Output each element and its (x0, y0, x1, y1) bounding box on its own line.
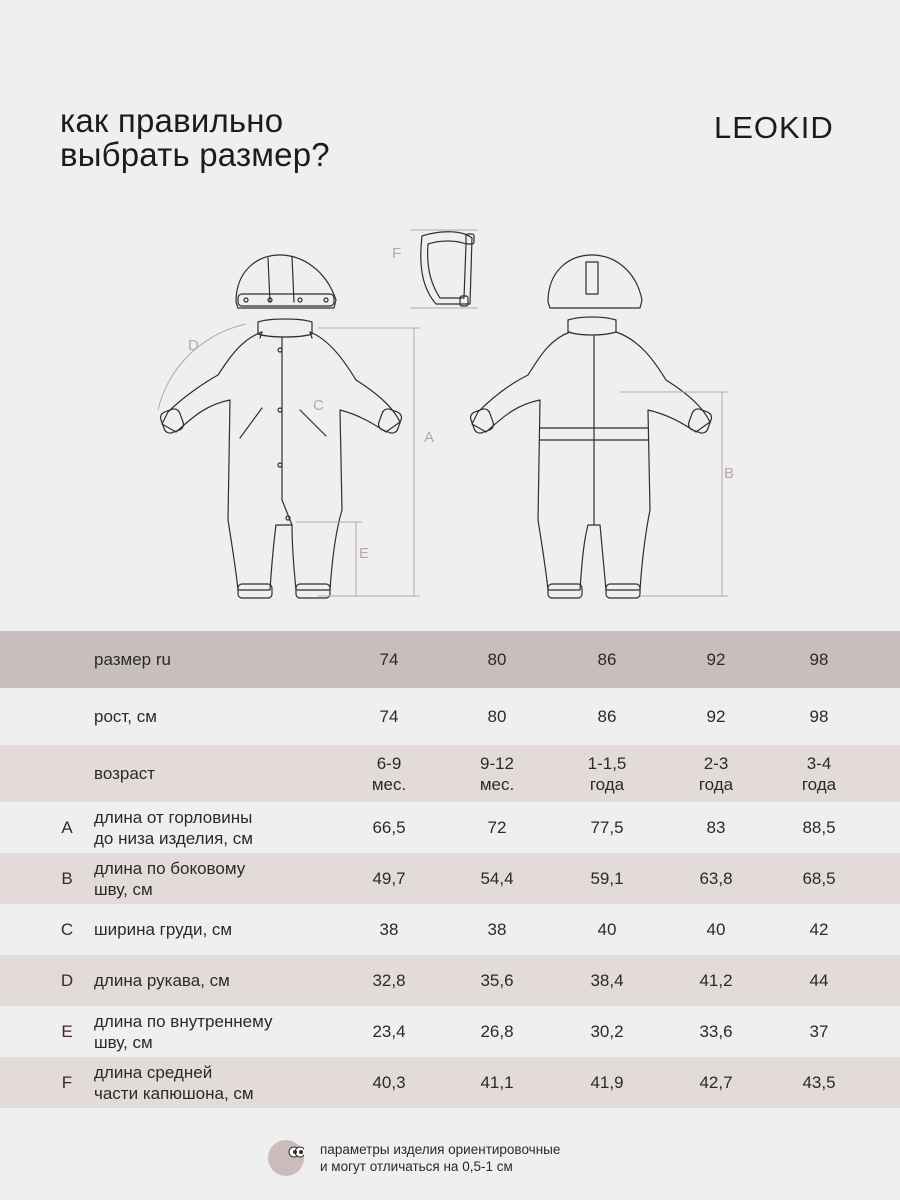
table-cell: 49,7 (372, 869, 406, 888)
table-cell: 23,4 (372, 1022, 406, 1041)
row-key: F (61, 1072, 73, 1092)
mascot-icon (268, 1140, 304, 1176)
table-cell: 74 (379, 707, 399, 726)
row-key: B (61, 868, 73, 888)
table-cell: 32,8 (372, 971, 406, 990)
table-row (0, 1006, 900, 1057)
row-label: рост, см (94, 707, 157, 726)
table-cell: 74 (379, 650, 399, 669)
table-cell: 59,1 (590, 869, 624, 888)
label-b: B (724, 465, 735, 482)
front-collar (258, 319, 312, 337)
table-cell: 44 (809, 971, 829, 990)
table-cell: 92 (706, 650, 726, 669)
table-cell: 92 (706, 707, 726, 726)
label-f: F (392, 245, 402, 262)
table-cell: 54,4 (480, 869, 514, 888)
row-key: D (60, 970, 74, 990)
table-cell: 72 (487, 818, 507, 837)
table-cell: 6-9 мес. (371, 753, 407, 794)
title-line-2: выбрать размер? (60, 136, 330, 173)
row-key: E (61, 1021, 73, 1041)
table-cell: 38 (487, 920, 507, 939)
table-row (0, 1057, 900, 1108)
row-label: размер ru (94, 650, 171, 669)
table-cell: 66,5 (372, 818, 406, 837)
table-cell: 41,2 (699, 971, 733, 990)
row-key: A (61, 817, 73, 837)
table-row (0, 631, 900, 688)
table-cell: 42,7 (699, 1073, 733, 1092)
table-row (0, 745, 900, 802)
jumpsuit-diagram (0, 200, 900, 620)
jumpsuit-illustration (0, 200, 900, 620)
page-title (60, 104, 330, 172)
table-row (0, 802, 900, 853)
brand-logo: LEOKID (714, 110, 834, 145)
table-row (0, 853, 900, 904)
table-cell: 30,2 (590, 1022, 624, 1041)
table-cell: 98 (809, 707, 829, 726)
table-cell: 86 (597, 650, 617, 669)
table-cell: 9-12 мес. (479, 753, 515, 794)
front-hood-trim (238, 294, 334, 306)
table-cell: 1-1,5 года (587, 753, 627, 794)
table-cell: 38,4 (590, 971, 624, 990)
table-cell: 68,5 (802, 869, 836, 888)
table-cell: 35,6 (480, 971, 514, 990)
note-line-2: и могут отличаться на 0,5-1 см (320, 1159, 513, 1174)
table-cell: 2-3 года (698, 753, 734, 794)
table-cell: 26,8 (480, 1022, 514, 1041)
row-label: возраст (94, 764, 156, 783)
table-cell: 83 (706, 818, 726, 837)
table-cell: 98 (809, 650, 829, 669)
table-cell: 3-4 года (801, 753, 837, 794)
row-label: длина по внутреннему шву, см (94, 1011, 273, 1052)
dimension-d (158, 324, 246, 410)
back-body (472, 332, 710, 590)
table-row (0, 904, 900, 955)
table-cell: 40 (706, 920, 726, 939)
size-table (0, 631, 900, 1108)
back-hood (548, 255, 642, 308)
row-key: C (60, 919, 74, 939)
table-cell: 42 (809, 920, 829, 939)
table-cell: 77,5 (590, 818, 624, 837)
table-row (0, 955, 900, 1006)
label-c: C (313, 397, 324, 414)
front-zipper (282, 338, 292, 525)
label-e: E (359, 545, 370, 562)
table-cell: 33,6 (699, 1022, 733, 1041)
table-cell: 41,9 (590, 1073, 624, 1092)
row-label: длина по боковому шву, см (94, 858, 246, 899)
table-cell: 80 (487, 707, 507, 726)
footer-note (268, 1140, 560, 1176)
table-cell: 38 (379, 920, 399, 939)
front-hood (236, 255, 336, 308)
row-label: ширина груди, см (94, 920, 233, 939)
label-a: A (424, 429, 435, 446)
note-line-1: параметры изделия ориентировочные (320, 1142, 561, 1157)
row-label: длина от горловины до низа изделия, см (94, 807, 253, 848)
row-label: длина средней части капюшона, см (94, 1062, 254, 1103)
table-cell: 80 (487, 650, 507, 669)
table-cell: 40,3 (372, 1073, 406, 1092)
table-cell: 41,1 (480, 1073, 514, 1092)
table-cell: 43,5 (802, 1073, 836, 1092)
table-cell: 88,5 (802, 818, 836, 837)
table-cell: 40 (597, 920, 617, 939)
title-line-1: как правильно (60, 102, 284, 139)
table-cell: 63,8 (699, 869, 733, 888)
front-leg-cuff-left (238, 584, 272, 598)
table-row (0, 688, 900, 745)
label-d: D (188, 337, 199, 354)
table-cell: 37 (809, 1022, 829, 1041)
dimension-b (620, 392, 728, 596)
table-cell: 86 (597, 707, 617, 726)
row-label: длина рукава, см (94, 971, 230, 990)
front-pocket-left (240, 408, 262, 438)
